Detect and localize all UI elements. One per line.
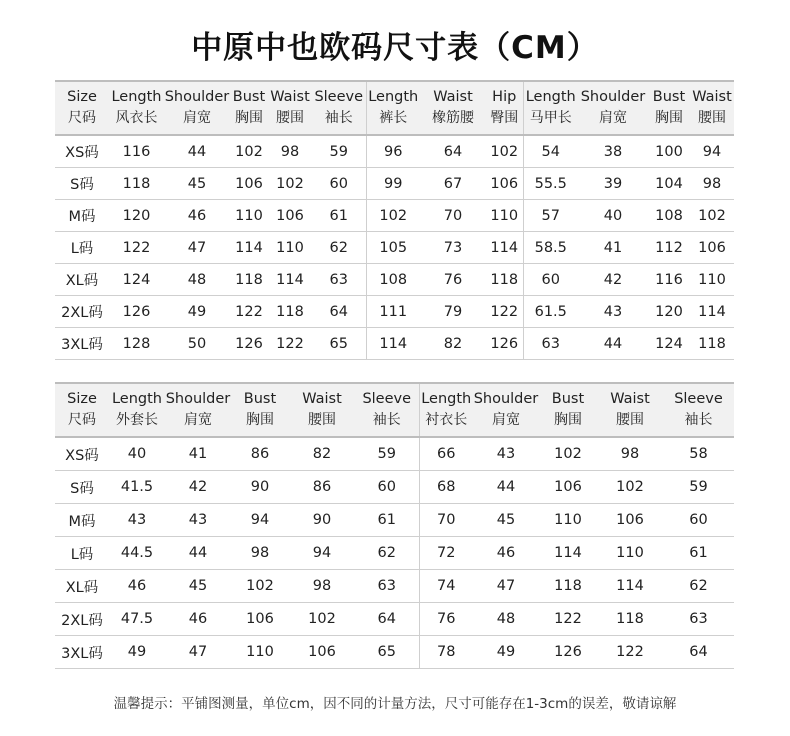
column-header-en: Waist [433,89,473,105]
column-header-zh: 裤长 [379,110,408,126]
measurement-note: 温馨提示：平铺图测量，单位cm，因不同的计量方法，尺寸可能存在1-3cm的误差，敬请谅解 [113,696,677,712]
column-header [109,383,165,437]
measurement-cell: 62 [312,232,366,264]
measurement-cell: 76 [420,264,486,296]
measurement-cell: 102 [539,437,597,471]
column-header [486,81,523,135]
table-row [55,168,734,200]
column-header [539,383,597,437]
measurement-cell: 70 [420,200,486,232]
column-header [355,383,419,437]
measurement-cell: 96 [366,135,420,168]
column-header-zh: 袖长 [684,412,713,428]
measurement-cell: 118 [109,168,164,200]
column-header-en: Shoulder [580,89,646,105]
column-header-en: Waist [302,391,342,407]
measurement-cell: 60 [523,264,578,296]
column-header [165,383,231,437]
column-header [289,383,355,437]
measurement-cell: 104 [648,168,690,200]
measurement-cell: 106 [289,636,355,669]
column-header-zh: 腰围 [276,110,304,126]
measurement-cell: 122 [539,603,597,636]
measurement-cell: 90 [289,504,355,537]
measurement-cell: 86 [231,437,289,471]
measurement-cell: 55.5 [523,168,578,200]
size-table-coat-pants-vest [55,80,734,360]
measurement-cell: 102 [597,471,663,504]
measurement-cell: 60 [312,168,366,200]
column-header-zh: 肩宽 [183,110,211,126]
table-row [55,471,734,504]
measurement-cell: 111 [366,296,420,328]
measurement-cell: 102 [486,135,523,168]
measurement-cell: 64 [420,135,486,168]
column-header-zh: 胸围 [655,110,683,126]
measurement-cell: 116 [109,135,164,168]
measurement-cell: 40 [109,437,165,471]
table-row [55,200,734,232]
column-header-zh: 臀围 [490,110,519,126]
column-header [578,81,648,135]
measurement-cell: 46 [164,200,230,232]
measurement-cell: 114 [690,296,734,328]
column-header-zh: 腰围 [616,412,644,428]
measurement-cell: 122 [268,328,312,360]
measurement-cell: 126 [109,296,164,328]
measurement-cell: 110 [231,636,289,669]
table-row [55,570,734,603]
column-header [55,81,109,135]
measurement-cell: 41 [578,232,648,264]
column-header-zh: 橡筋腰 [432,110,474,126]
measurement-cell: 102 [230,135,268,168]
measurement-cell: 118 [539,570,597,603]
measurement-cell: 40 [578,200,648,232]
column-header [109,81,164,135]
measurement-cell: 126 [486,328,523,360]
column-header-zh: 胸围 [554,412,582,428]
measurement-cell: 49 [164,296,230,328]
measurement-cell: 108 [648,200,690,232]
measurement-cell: 114 [268,264,312,296]
measurement-cell: 126 [230,328,268,360]
measurement-cell: 44.5 [109,537,165,570]
size-label-cell: XL码 [55,264,109,296]
measurement-cell: 118 [486,264,523,296]
table-row [55,328,734,360]
column-header-zh: 袖长 [324,110,353,126]
table-header-row [55,383,734,437]
column-header-en: Waist [270,89,310,105]
size-table-jacket-shirt [55,382,734,669]
measurement-cell: 62 [663,570,734,603]
measurement-cell: 120 [648,296,690,328]
column-header-en: Sleeve [362,391,412,407]
column-header [231,383,289,437]
column-header-zh: 胸围 [246,412,274,428]
measurement-cell: 118 [268,296,312,328]
measurement-cell: 116 [648,264,690,296]
measurement-cell: 110 [268,232,312,264]
measurement-cell: 94 [289,537,355,570]
column-header-en: Bust [243,391,277,407]
measurement-cell: 108 [366,264,420,296]
measurement-cell: 61 [312,200,366,232]
measurement-cell: 110 [690,264,734,296]
size-label-cell: 3XL码 [55,636,109,669]
column-header [366,81,420,135]
column-header-en: Waist [692,89,732,105]
column-header-zh: 胸围 [235,110,263,126]
column-header-en: Length [525,89,576,105]
table-row [55,437,734,471]
size-label-cell: 2XL码 [55,296,109,328]
measurement-cell: 122 [486,296,523,328]
measurement-cell: 64 [312,296,366,328]
measurement-cell: 61 [663,537,734,570]
measurement-cell: 94 [231,504,289,537]
measurement-cell: 105 [366,232,420,264]
measurement-cell: 98 [289,570,355,603]
column-header [164,81,230,135]
measurement-cell: 122 [230,296,268,328]
column-header-en: Size [67,391,97,407]
measurement-cell: 48 [473,603,539,636]
measurement-cell: 106 [539,471,597,504]
measurement-cell: 47 [164,232,230,264]
measurement-cell: 44 [578,328,648,360]
measurement-cell: 82 [420,328,486,360]
measurement-cell: 114 [366,328,420,360]
measurement-cell: 59 [312,135,366,168]
measurement-cell: 110 [597,537,663,570]
measurement-cell: 102 [289,603,355,636]
measurement-cell: 47.5 [109,603,165,636]
measurement-cell: 124 [109,264,164,296]
measurement-cell: 43 [165,504,231,537]
column-header-zh: 尺码 [68,412,96,428]
measurement-cell: 63 [663,603,734,636]
column-header-zh: 腰围 [308,412,336,428]
measurement-cell: 38 [578,135,648,168]
measurement-cell: 114 [597,570,663,603]
measurement-cell: 106 [231,603,289,636]
table-row [55,135,734,168]
measurement-cell: 42 [165,471,231,504]
size-label-cell: 2XL码 [55,603,109,636]
measurement-cell: 102 [268,168,312,200]
measurement-cell: 102 [690,200,734,232]
column-header-zh: 风衣长 [115,110,158,126]
measurement-cell: 42 [578,264,648,296]
column-header-en: Length [111,89,162,105]
measurement-cell: 60 [663,504,734,537]
column-header-en: Bust [232,89,266,105]
measurement-cell: 122 [109,232,164,264]
measurement-cell: 106 [486,168,523,200]
measurement-cell: 98 [268,135,312,168]
measurement-cell: 66 [419,437,473,471]
column-header [648,81,690,135]
column-header [268,81,312,135]
measurement-cell: 122 [597,636,663,669]
measurement-cell: 45 [164,168,230,200]
measurement-cell: 65 [312,328,366,360]
size-label-cell: M码 [55,504,109,537]
measurement-cell: 46 [165,603,231,636]
measurement-cell: 63 [355,570,419,603]
measurement-cell: 45 [165,570,231,603]
column-header [312,81,366,135]
size-label-cell: XS码 [55,437,109,471]
measurement-cell: 49 [109,636,165,669]
measurement-cell: 100 [648,135,690,168]
column-header-en: Sleeve [314,89,364,105]
measurement-cell: 124 [648,328,690,360]
measurement-cell: 49 [473,636,539,669]
column-header-en: Length [111,391,162,407]
measurement-cell: 46 [109,570,165,603]
size-label-cell: XL码 [55,570,109,603]
size-label-cell: M码 [55,200,109,232]
column-header-en: Length [368,89,419,105]
column-header-zh: 衬衣长 [425,412,468,428]
measurement-cell: 76 [419,603,473,636]
measurement-cell: 106 [690,232,734,264]
measurement-cell: 63 [523,328,578,360]
measurement-cell: 63 [312,264,366,296]
measurement-cell: 64 [355,603,419,636]
measurement-cell: 64 [663,636,734,669]
measurement-cell: 46 [473,537,539,570]
measurement-cell: 118 [597,603,663,636]
measurement-cell: 114 [230,232,268,264]
column-header-zh: 肩宽 [184,412,212,428]
measurement-cell: 67 [420,168,486,200]
table-row [55,636,734,669]
measurement-cell: 118 [690,328,734,360]
measurement-cell: 41.5 [109,471,165,504]
measurement-cell: 58 [663,437,734,471]
column-header-zh: 马甲长 [529,110,572,126]
table-header-row [55,81,734,135]
measurement-cell: 50 [164,328,230,360]
measurement-cell: 86 [289,471,355,504]
size-label-cell: XS码 [55,135,109,168]
measurement-cell: 110 [539,504,597,537]
column-header-en: Shoulder [473,391,539,407]
column-header-en: Shoulder [165,391,231,407]
measurement-cell: 114 [486,232,523,264]
measurement-cell: 78 [419,636,473,669]
measurement-cell: 110 [486,200,523,232]
column-header-zh: 腰围 [698,110,726,126]
column-header-en: Sleeve [674,391,723,407]
column-header [419,383,473,437]
column-header-en: Size [67,89,97,105]
measurement-cell: 98 [597,437,663,471]
column-header-en: Bust [652,89,686,105]
column-header-zh: 肩宽 [492,412,520,428]
column-header [690,81,734,135]
column-header-en: Bust [551,391,585,407]
measurement-cell: 90 [231,471,289,504]
measurement-cell: 120 [109,200,164,232]
measurement-cell: 94 [690,135,734,168]
measurement-cell: 43 [578,296,648,328]
size-label-cell: S码 [55,471,109,504]
measurement-cell: 43 [473,437,539,471]
measurement-cell: 128 [109,328,164,360]
column-header-zh: 尺码 [68,110,96,126]
measurement-cell: 73 [420,232,486,264]
measurement-cell: 48 [164,264,230,296]
measurement-cell: 99 [366,168,420,200]
column-header-en: Hip [492,89,517,105]
measurement-cell: 68 [419,471,473,504]
column-header-zh: 肩宽 [599,110,627,126]
measurement-cell: 126 [539,636,597,669]
measurement-cell: 72 [419,537,473,570]
measurement-cell: 58.5 [523,232,578,264]
measurement-cell: 45 [473,504,539,537]
measurement-cell: 114 [539,537,597,570]
measurement-cell: 43 [109,504,165,537]
column-header [55,383,109,437]
measurement-cell: 112 [648,232,690,264]
column-header-en: Length [421,391,472,407]
measurement-cell: 82 [289,437,355,471]
table-row [55,504,734,537]
table-row [55,296,734,328]
size-label-cell: 3XL码 [55,328,109,360]
measurement-cell: 102 [231,570,289,603]
measurement-cell: 118 [230,264,268,296]
column-header [230,81,268,135]
measurement-cell: 60 [355,471,419,504]
measurement-cell: 110 [230,200,268,232]
measurement-cell: 106 [597,504,663,537]
size-label-cell: S码 [55,168,109,200]
measurement-cell: 39 [578,168,648,200]
column-header [473,383,539,437]
column-header-en: Shoulder [164,89,230,105]
column-header-zh: 外套长 [116,412,158,428]
measurement-cell: 106 [268,200,312,232]
column-header [597,383,663,437]
page-title: 中原中也欧码尺寸表（CM） [191,30,599,66]
measurement-cell: 70 [419,504,473,537]
measurement-cell: 74 [419,570,473,603]
measurement-cell: 54 [523,135,578,168]
table-row [55,264,734,296]
measurement-cell: 102 [366,200,420,232]
measurement-cell: 57 [523,200,578,232]
measurement-cell: 41 [165,437,231,471]
measurement-cell: 44 [164,135,230,168]
measurement-cell: 62 [355,537,419,570]
measurement-cell: 61.5 [523,296,578,328]
measurement-cell: 65 [355,636,419,669]
column-header [663,383,734,437]
column-header-en: Waist [610,391,650,407]
measurement-cell: 44 [473,471,539,504]
measurement-cell: 98 [690,168,734,200]
size-label-cell: L码 [55,232,109,264]
size-label-cell: L码 [55,537,109,570]
measurement-cell: 59 [355,437,419,471]
column-header [523,81,578,135]
column-header-zh: 袖长 [372,412,401,428]
measurement-cell: 98 [231,537,289,570]
measurement-cell: 106 [230,168,268,200]
table-row [55,603,734,636]
measurement-cell: 47 [473,570,539,603]
table-row [55,232,734,264]
measurement-cell: 79 [420,296,486,328]
measurement-cell: 44 [165,537,231,570]
table-row [55,537,734,570]
column-header [420,81,486,135]
measurement-cell: 47 [165,636,231,669]
measurement-cell: 59 [663,471,734,504]
measurement-cell: 61 [355,504,419,537]
